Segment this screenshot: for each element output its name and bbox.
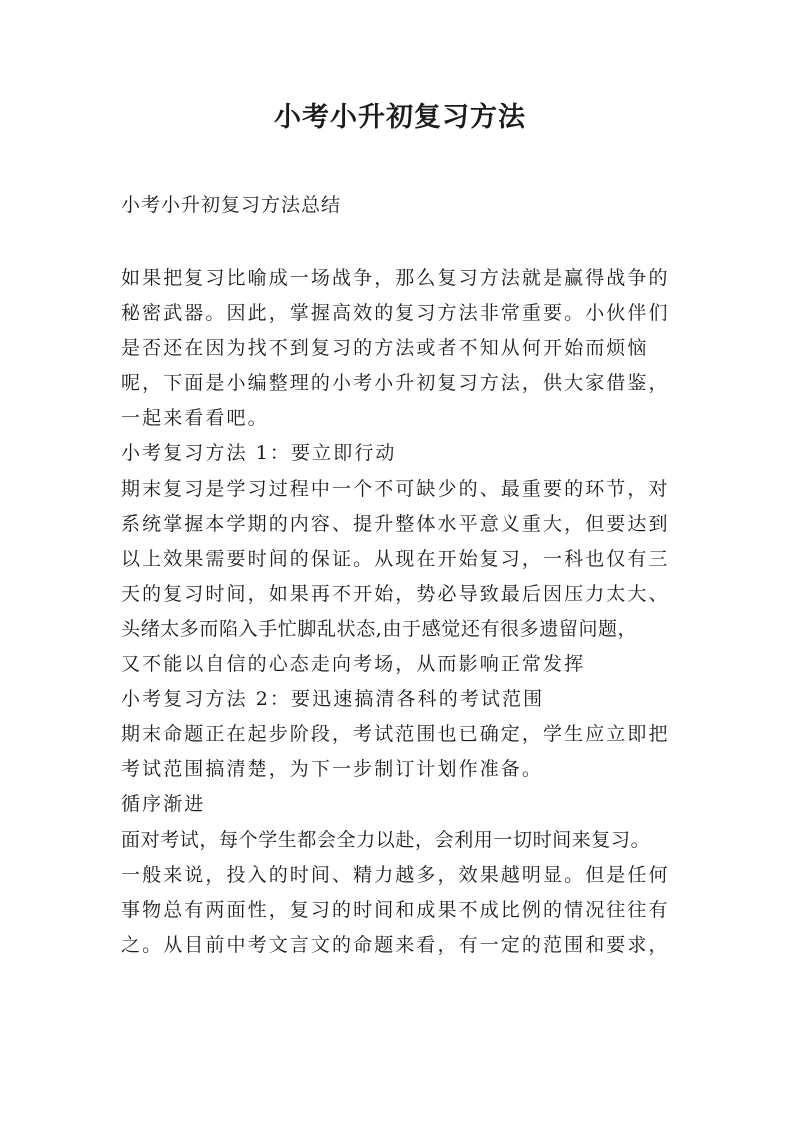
body-line: 是否还在因为找不到复习的方法或者不知从何开始而烦恼	[121, 337, 649, 360]
body-line: 期末复习是学习过程中一个不可缺少的、最重要的环节，对	[121, 477, 670, 500]
body-line: 呢，下面是小编整理的小考小升初复习方法，供大家借鉴，	[121, 372, 670, 395]
body-line: 头绪太多而陷入手忙脚乱状态,由于感觉还有很多遗留问题，	[121, 617, 638, 640]
body-line: 考试范围搞清楚，为下一步制订计划作准备。	[121, 758, 544, 781]
body-line: 系统掌握本学期的内容、提升整体水平意义重大，但要达到	[121, 512, 670, 535]
body-line: 天的复习时间，如果再不开始，势必导致最后因压力太大、	[121, 582, 670, 605]
document-body	[121, 261, 687, 963]
body-line: 秘密武器。因此，掌握高效的复习方法非常重要。小伙伴们	[121, 302, 670, 325]
body-line: 事物总有两面性，复习的时间和成果不成比例的情况往往有	[121, 898, 670, 921]
body-line: 以上效果需要时间的保证。从现在开始复习，一科也仅有三	[121, 547, 670, 570]
document-subtitle: 小考小升初复习方法总结	[121, 194, 342, 216]
body-line: 期末命题正在起步阶段，考试范围也已确定，学生应立即把	[121, 723, 670, 746]
body-line: 如果把复习比喻成一场战争，那么复习方法就是赢得战争的	[121, 267, 670, 289]
body-line: 面对考试，每个学生都会全力以赴，会利用一切时间来复习。	[121, 828, 651, 851]
section-heading: 循序渐进	[121, 793, 206, 816]
body-line: 之。从目前中考文言文的命题来看，有一定的范围和要求，	[121, 933, 670, 956]
body-line: 一般来说，投入的时间、精力越多，效果越明显。但是任何	[121, 863, 670, 886]
body-line: 一起来看看吧。	[121, 407, 269, 430]
section-heading: 小考复习方法 2：要迅速搞清各科的考试范围	[121, 688, 545, 711]
body-line: 又不能以自信的心态走向考场，从而影响正常发挥	[121, 653, 586, 676]
document-title: 小考小升初复习方法	[274, 102, 526, 133]
section-heading: 小考复习方法 1：要立即行动	[121, 442, 397, 465]
